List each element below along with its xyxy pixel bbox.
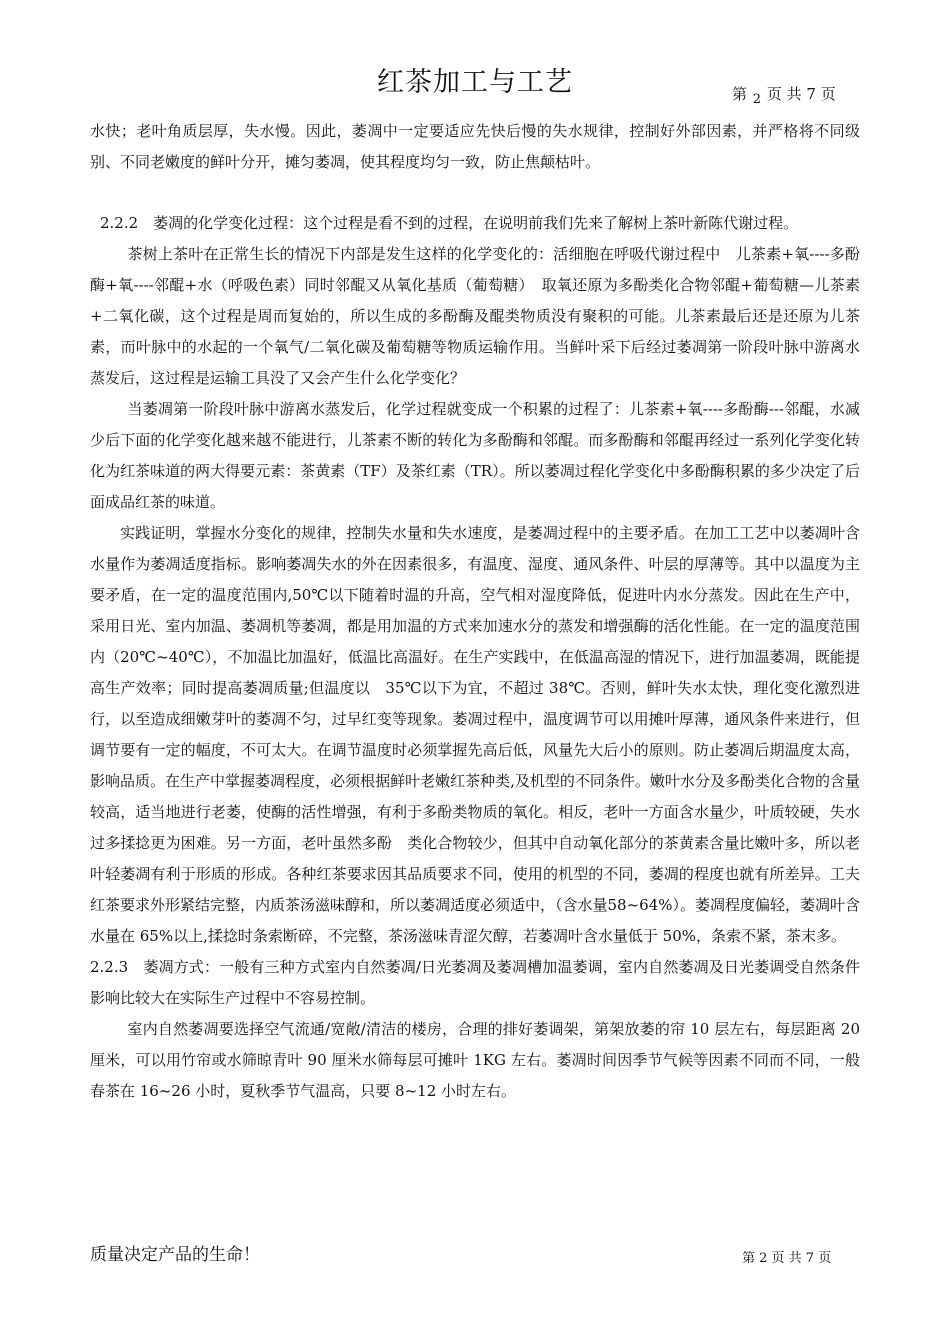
header-page-current: 2 <box>752 92 762 107</box>
section-heading-2-2-2: 2.2.2 萎凋的化学变化过程：这个过程是看不到的过程，在说明前我们先来了解树上茶叶新陈代谢过程。 <box>100 214 799 232</box>
paragraph-withering-stage-one: 当萎凋第一阶段叶脉中游离水蒸发后，化学过程就变成一个积累的过程了：儿茶素+氧----多酚酶---邻醌，水减少后下面的化学变化越来越不能进行，儿茶素不断的转化为多酚酶和邻醌。而多酚酶和邻醌再经过一系列化学变化转化为红茶味道的两大得要元素：茶黄素（TF）及茶红素（TR）。所以萎凋过程化学变化中多酚酶积累的多少决定了后面成品红茶的味道。 <box>90 400 860 511</box>
paragraph-tea-metabolism: 茶树上茶叶在正常生长的情况下内部是发生这样的化学变化的：活细胞在呼吸代谢过程中 儿茶素+氧----多酚酶+氧----邻醌+水（呼吸色素）同时邻醌又从氧化基质（葡萄糖） 取氧还原为多酚类化合物邻醌+葡萄糖—儿茶素+二氧化碳，这个过程是周而复始的，所以生成的多酚酶及醌类物质没有聚积的可能。儿茶素最后还是还原为儿茶素，而叶脉中的水起的一个氧气/二氧化碳及葡萄糖等物质运输作用。当鲜叶采下后经过萎凋第一阶段叶脉中游离水蒸发后，这过程是运输工具没了又会产生什么化学变化？ <box>90 245 860 387</box>
body-text <box>90 116 860 178</box>
paragraph-indoor-withering: 室内自然萎凋要选择空气流通/宽敞/清洁的楼房，合理的排好萎调架，第架放萎的帘 10 层左右，每层距离 20 厘米，可以用竹帘或水筛晾青叶 90 厘米水筛每层可摊叶 1KG 左右。萎凋时间因季节气候等因素不同而不同，一般春茶在 16~26 小时，夏秋季节气温高，只要 8~12 小时左右。 <box>90 1020 860 1100</box>
footer-slogan: 质量决定产品的生命！ <box>90 1245 260 1265</box>
footer-page-number: 第 2 页 共 7 页 <box>742 1251 832 1266</box>
paragraph-practice-moisture: 实践证明，掌握水分变化的规律，控制失水量和失水速度，是萎凋过程中的主要矛盾。在加工工艺中以萎凋叶含水量作为萎凋适度指标。影响萎凋失水的外在因素很多，有温度、湿度、通风条件、叶层的厚薄等。其中以温度为主要矛盾，在一定的温度范围内,50℃以下随着时温的升高，空气相对湿度降低，促进叶内水分蒸发。因此在生产中，采用日光、室内加温、萎凋机等萎凋，都是用加温的方式来加速水分的蒸发和增强酶的活化性能。在一定的温度范围内（20℃~40℃），不加温比加温好，低温比高温好。在生产实践中，在低温高湿的情况下，进行加温萎凋，既能提高生产效率；同时提高萎凋质量;但温度以 35℃以下为宜，不超过 38℃。否则，鲜叶失水太快，理化变化激烈进行，以至造成细嫩芽叶的萎凋不匀，过早红变等现象。萎凋过程中，温度调节可以用摊叶厚薄，通风条件来进行，但调节要有一定的幅度，不可太大。在调节温度时必须掌握先高后低，风量先大后小的原则。防止萎凋后期温度太高，影响品质。在生产中掌握萎凋程度，必须根据鲜叶老嫩红茶种类,及机型的不同条件。嫩叶水分及多酚类化合物的含量较高，适当地进行老萎，使酶的活性增强，有利于多酚类物质的氧化。相反，老叶一方面含水量少，叶质较硬，失水过多揉捻更为困难。另一方面，老叶虽然多酚 类化合物较少，但其中自动氧化部分的茶黄素含量比嫩叶多，所以老叶轻萎凋有利于形质的形成。各种红茶要求因其品质要求不同，使用的机型的不同，萎凋的程度也就有所差异。工夫红茶要求外形紧结完整，内质茶汤滋味醇和，所以萎凋适度必须适中，（含水量58~64%）。萎凋程度偏轻，萎凋叶含水量在 65%以上,揉捻时条索断碎，不完整，茶汤滋味青涩欠醇，若萎凋叶含水量低于 50%，条索不紧，茶末多。 <box>90 524 861 945</box>
header-page-prefix: 第 <box>732 85 748 103</box>
document-title: 红茶加工与工艺 <box>377 67 573 98</box>
section-heading-2-2-3: 2.2.3 萎凋方式：一般有三种方式室内自然萎凋/日光萎凋及萎凋槽加温萎调，室内自然萎凋及日光萎调受自然条件影响比较大在实际生产过程中不容易控制。 <box>90 958 860 1007</box>
header-page-number <box>732 83 836 107</box>
header-page-suffix: 页 共 7 页 <box>766 85 836 103</box>
paragraph-continuation: 水快；老叶角质层厚，失水慢。因此，萎凋中一定要适应先快后慢的失水规律，控制好外部因素，并严格将不同级别、不同老嫩度的鲜叶分开，摊匀萎凋，使其程度均匀一致，防止焦颠枯叶。 <box>90 122 860 171</box>
body-text <box>90 208 860 1107</box>
